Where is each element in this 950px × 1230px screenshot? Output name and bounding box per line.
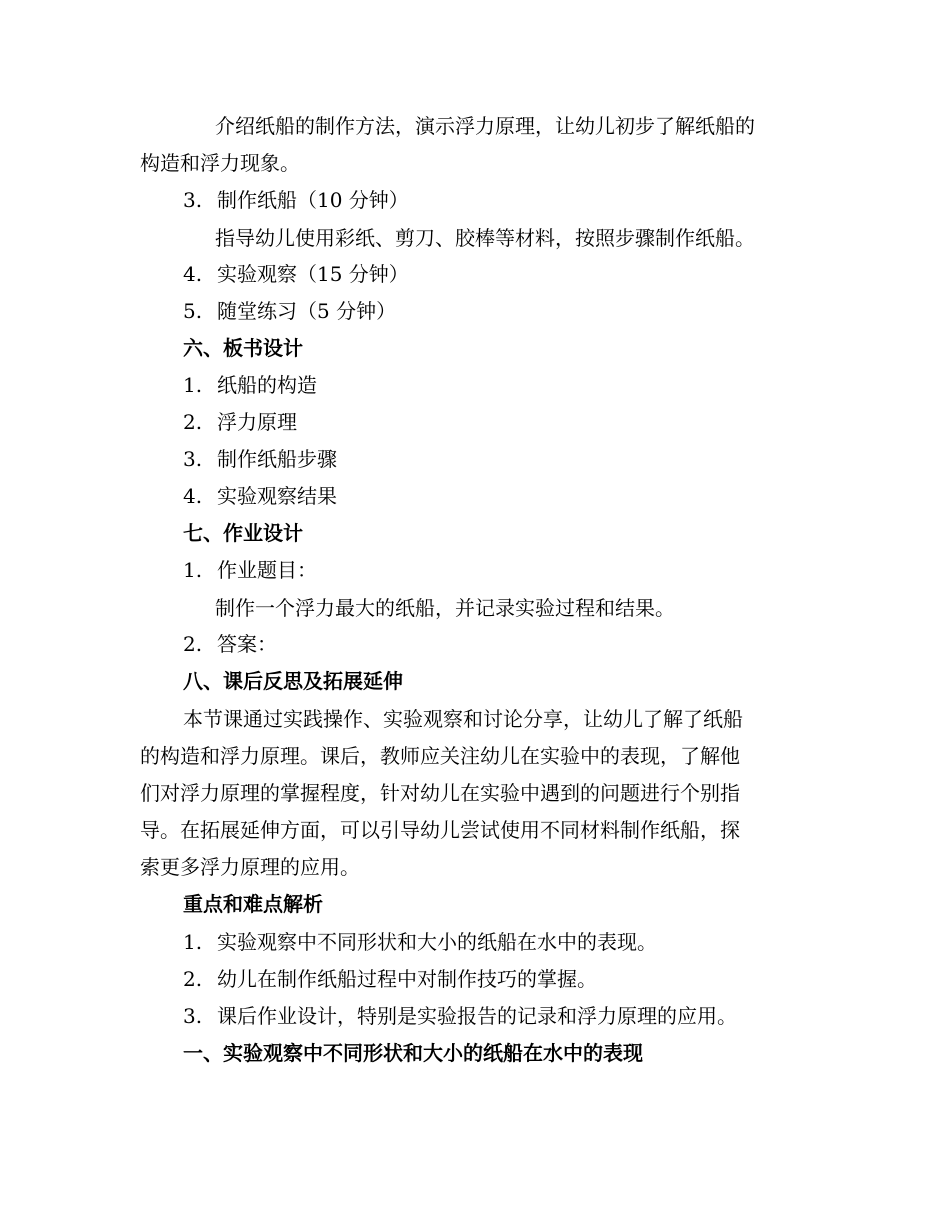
list-text: 幼儿在制作纸船过程中对制作技巧的掌握。	[217, 967, 597, 991]
paragraph-line: 的构造和浮力原理。课后，教师应关注幼儿在实验中的表现，了解他	[140, 744, 740, 768]
list-text: 浮力原理	[217, 410, 297, 434]
list-text: 实验观察（15 分钟）	[217, 262, 409, 286]
list-item-step4	[183, 262, 409, 286]
list-item	[183, 1004, 737, 1028]
homework-description: 制作一个浮力最大的纸船，并记录实验过程和结果。	[215, 596, 675, 620]
list-number: 5.	[183, 299, 203, 323]
list-text: 随堂练习（5 分钟）	[217, 299, 397, 323]
list-number: 4.	[183, 484, 203, 508]
list-number: 1.	[183, 930, 203, 954]
list-item	[183, 484, 337, 508]
list-item	[183, 447, 337, 471]
paragraph-line: 构造和浮力现象。	[140, 151, 300, 175]
list-number: 3.	[183, 188, 203, 212]
list-number: 2.	[183, 632, 203, 656]
list-number: 4.	[183, 262, 203, 286]
list-number: 1.	[183, 373, 203, 397]
list-text: 作业题目：	[217, 558, 317, 582]
list-text: 课后作业设计，特别是实验报告的记录和浮力原理的应用。	[217, 1004, 737, 1028]
section-heading-6: 六、板书设计	[183, 336, 303, 360]
list-item	[183, 632, 277, 656]
list-number: 3.	[183, 1004, 203, 1028]
list-number: 3.	[183, 447, 203, 471]
list-item	[183, 967, 597, 991]
list-text: 制作纸船（10 分钟）	[217, 188, 409, 212]
section-heading-8: 八、课后反思及拓展延伸	[183, 669, 403, 693]
list-text: 实验观察中不同形状和大小的纸船在水中的表现。	[217, 930, 657, 954]
step3-description: 指导幼儿使用彩纸、剪刀、胶棒等材料，按照步骤制作纸船。	[215, 226, 755, 250]
paragraph-line: 索更多浮力原理的应用。	[140, 855, 360, 879]
list-item	[183, 373, 317, 397]
paragraph-line: 本节课通过实践操作、实验观察和讨论分享，让幼儿了解了纸船	[183, 707, 743, 731]
list-text: 制作纸船步骤	[217, 447, 337, 471]
list-text: 纸船的构造	[217, 373, 317, 397]
list-item-step3	[183, 188, 409, 212]
list-item	[183, 558, 317, 582]
list-item	[183, 930, 657, 954]
paragraph-line: 们对浮力原理的掌握程度，针对幼儿在实验中遇到的问题进行个别指	[140, 781, 740, 805]
paragraph-line: 导。在拓展延伸方面，可以引导幼儿尝试使用不同材料制作纸船，探	[140, 818, 740, 842]
list-number: 2.	[183, 967, 203, 991]
list-item	[183, 410, 297, 434]
final-section-heading: 一、实验观察中不同形状和大小的纸船在水中的表现	[183, 1041, 643, 1065]
list-text: 答案：	[217, 632, 277, 656]
list-text: 实验观察结果	[217, 484, 337, 508]
list-number: 1.	[183, 558, 203, 582]
paragraph-line: 介绍纸船的制作方法，演示浮力原理，让幼儿初步了解纸船的	[215, 114, 755, 138]
key-points-heading: 重点和难点解析	[183, 892, 323, 916]
list-item-step5	[183, 299, 396, 323]
list-number: 2.	[183, 410, 203, 434]
section-heading-7: 七、作业设计	[183, 521, 303, 545]
